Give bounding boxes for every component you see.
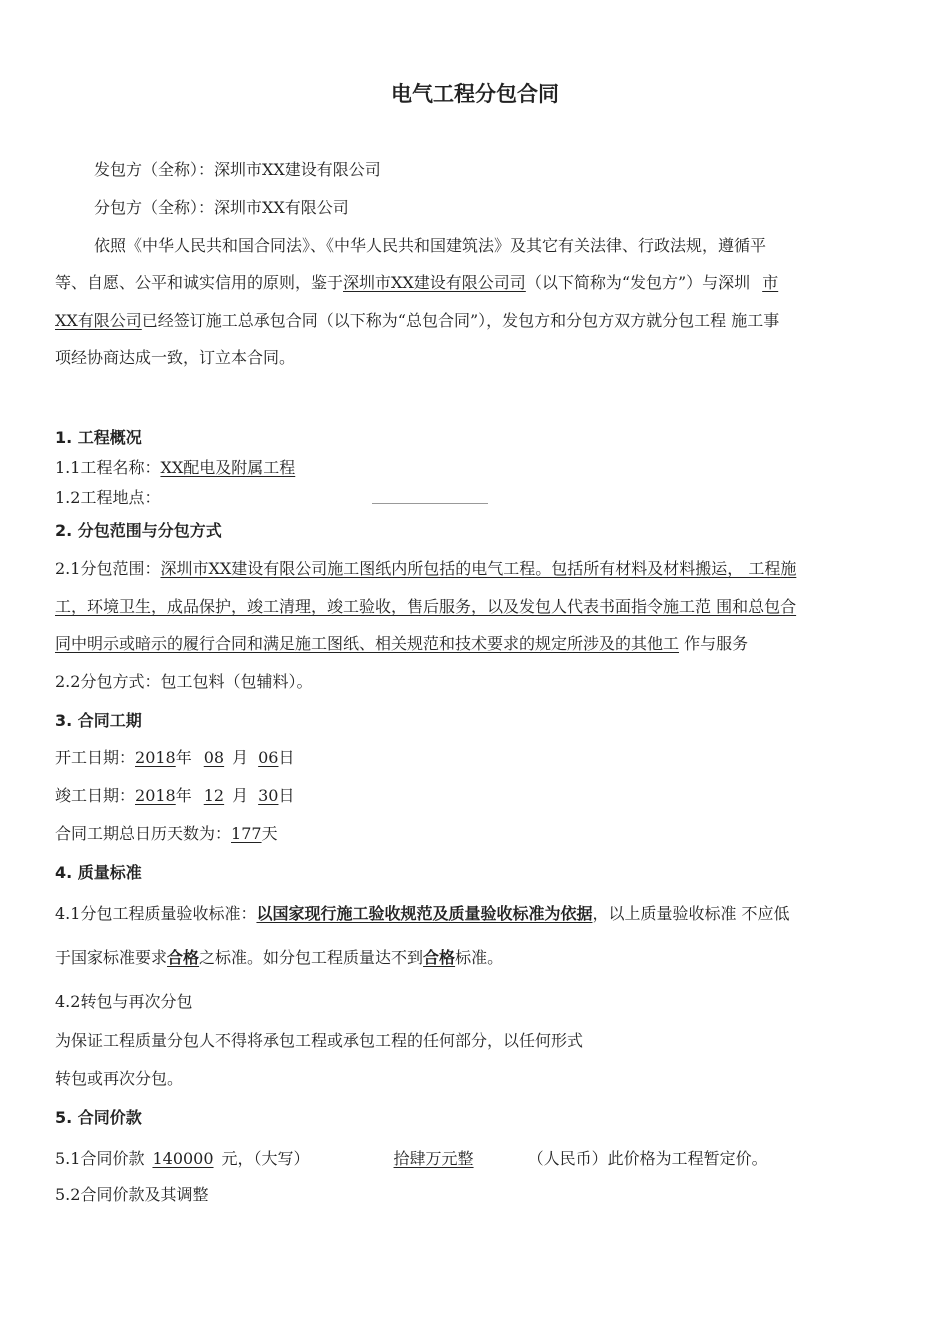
end-month: 12 [203, 786, 225, 805]
preamble-text: 已经签订施工总承包合同（以下称为“总包合同”），发包方和分包方双方就分包工程 施工事 [141, 311, 780, 330]
section-1-heading: 1. 工程概况 [55, 428, 142, 447]
day-unit: 日 [278, 748, 295, 767]
preamble-text: 等、自愿、公平和诚实信用的原则，鉴于 [55, 273, 344, 292]
project-name-value: XX配电及附属工程 [160, 458, 296, 477]
duration-unit: 天 [261, 824, 278, 843]
year-unit: 年 [175, 786, 192, 805]
project-name-label: 1.1工程名称： [55, 458, 161, 477]
contractor-ref: XX有限公司 [55, 311, 142, 330]
resubcontract-line-2: 转包或再次分包。 [55, 1069, 184, 1088]
section-2-heading: 2. 分包范围与分包方式 [55, 521, 222, 540]
project-name-line [55, 458, 295, 478]
quality-basis: 以国家现行施工验收规范及质量验收标准为依据 [256, 904, 593, 923]
price-unit: 元，（大写） [221, 1149, 310, 1168]
employer-label: 发包方（全称）： [94, 160, 215, 179]
contractor-line [94, 198, 349, 218]
scope-line-2: 工，环境卫生，成品保护，竣工清理，竣工验收，售后服务，以及发包人代表书面指令施工范 围和总包合 [55, 597, 797, 616]
duration-line [55, 824, 278, 844]
resubcontract-line-1: 为保证工程质量分包人不得将承包工程或承包工程的任何部分，以任何形式 [55, 1031, 584, 1050]
scope-line-1 [55, 559, 796, 579]
section-3-heading: 3. 合同工期 [55, 711, 142, 730]
section-5-heading: 5. 合同价款 [55, 1108, 142, 1127]
quality-text: 标准。 [455, 948, 504, 967]
document-title: 电气工程分包合同 [391, 82, 559, 106]
project-location-line: 1.2工程地点： [55, 488, 161, 507]
preamble-line-1: 依照《中华人民共和国合同法》、《中华人民共和国建筑法》及其它有关法律、行政法规，遵循平 [94, 236, 767, 255]
subcontract-mode: 2.2分包方式：包工包料（包辅料）。 [55, 672, 313, 691]
preamble-line-3 [55, 311, 779, 331]
preamble-line-2 [55, 273, 778, 293]
location-blank [372, 503, 488, 504]
price-in-words: 拾肆万元整 [393, 1149, 474, 1168]
quality-text: 之标准。如分包工程质量达不到 [199, 948, 424, 967]
resubcontract-heading: 4.2转包与再次分包 [55, 992, 193, 1011]
price-value: 140000 [152, 1149, 214, 1168]
quality-line-2 [55, 948, 503, 968]
quality-grade: 合格 [167, 948, 200, 967]
month-unit: 月 [232, 748, 249, 767]
end-year: 2018 [135, 786, 176, 805]
quality-text: ，以上质量验收标准 不应低 [592, 904, 790, 923]
price-note: （人民币）此价格为工程暂定价。 [527, 1149, 768, 1168]
quality-label: 4.1分包工程质量验收标准： [55, 904, 257, 923]
start-year: 2018 [135, 748, 176, 767]
month-unit: 月 [232, 786, 249, 805]
scope-text: 同中明示或暗示的履行合同和满足施工图纸、相关规范和技术要求的规定所涉及的其他工 [55, 634, 680, 653]
end-date-line [55, 786, 295, 806]
quality-line-1 [55, 904, 790, 924]
duration-label: 合同工期总日历天数为： [55, 824, 232, 843]
scope-text: 深圳市XX建设有限公司施工图纸内所包括的电气工程。包括所有材料及材料搬运， 工程施 [160, 559, 797, 578]
price-adjust-heading: 5.2合同价款及其调整 [55, 1185, 209, 1204]
scope-label: 2.1分包范围： [55, 559, 161, 578]
scope-line-3 [55, 634, 748, 654]
contractor-label: 分包方（全称）： [94, 198, 215, 217]
contractor-ref-part: 市 [762, 273, 779, 292]
scope-text-end: 作与服务 [679, 634, 749, 653]
duration-value: 177 [231, 824, 262, 843]
contractor-name: 深圳市XX有限公司 [214, 198, 349, 217]
start-day: 06 [258, 748, 279, 767]
quality-grade: 合格 [423, 948, 456, 967]
preamble-line-4: 项经协商达成一致，订立本合同。 [55, 348, 296, 367]
price-label: 5.1合同价款 [55, 1149, 145, 1168]
end-date-label: 竣工日期： [55, 786, 136, 805]
year-unit: 年 [175, 748, 192, 767]
start-date-line [55, 748, 295, 768]
quality-text: 于国家标准要求 [55, 948, 168, 967]
employer-line [94, 160, 381, 180]
start-date-label: 开工日期： [55, 748, 136, 767]
preamble-text: （以下简称为“发包方”）与深圳 [525, 273, 751, 292]
employer-ref: 深圳市XX建设有限公司司 [343, 273, 526, 292]
day-unit: 日 [278, 786, 295, 805]
end-day: 30 [258, 786, 279, 805]
section-4-heading: 4. 质量标准 [55, 863, 142, 882]
price-line [55, 1149, 768, 1169]
employer-name: 深圳市XX建设有限公司 [214, 160, 381, 179]
start-month: 08 [203, 748, 225, 767]
